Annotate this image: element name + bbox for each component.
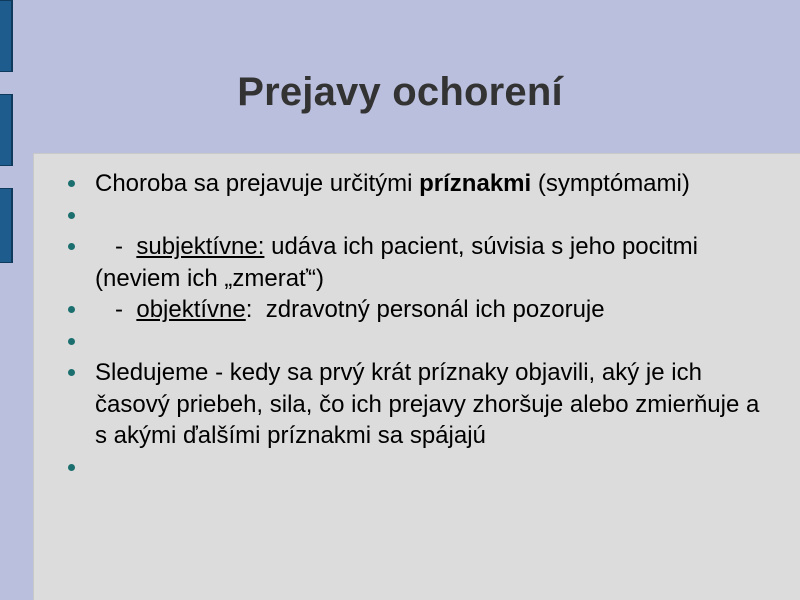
edge-tab-decoration <box>0 0 13 72</box>
bullet-dot-icon <box>68 369 75 376</box>
bullet-item <box>68 168 768 200</box>
bullet-list <box>68 168 768 483</box>
bullet-dot-icon <box>68 338 75 345</box>
bullet-text: : zdravotný personál ich pozoruje <box>245 296 605 323</box>
edge-tab-decoration <box>0 188 13 263</box>
bullet-dot-icon <box>68 180 75 187</box>
slide-title: Prejavy ochorení <box>237 70 563 114</box>
bullet-item-empty <box>68 326 768 358</box>
bullet-item <box>68 357 768 452</box>
bullet-prefix: - <box>95 296 137 323</box>
bullet-underlined-text: objektívne <box>136 296 246 323</box>
bullet-dot-icon <box>68 243 75 250</box>
bullet-item <box>68 231 768 294</box>
bullet-dot-icon <box>68 306 75 313</box>
bullet-dot-icon <box>68 464 75 471</box>
bullet-text: (symptómami) <box>531 170 690 197</box>
bullet-item-empty <box>68 200 768 232</box>
bullet-text: udáva ich pacient, súvisia s jeho pocitmi (neviem ich „zmerať“) <box>95 233 738 292</box>
bullet-item <box>68 294 768 326</box>
bullet-dot-icon <box>68 212 75 219</box>
bullet-bold-text: príznakmi <box>419 170 532 197</box>
bullet-item-empty <box>68 452 768 484</box>
bullet-text: Sledujeme - kedy sa prvý krát príznaky objavili, aký je ich časový priebeh, sila, čo ich prejavy zhoršuje alebo zmierňuje a s akými ďalšími príznakmi sa spájajú <box>95 359 760 449</box>
bullet-text: Choroba sa prejavuje určitými <box>95 170 420 197</box>
bullet-underlined-text: subjektívne: <box>136 233 265 260</box>
bullet-prefix: - <box>95 233 137 260</box>
